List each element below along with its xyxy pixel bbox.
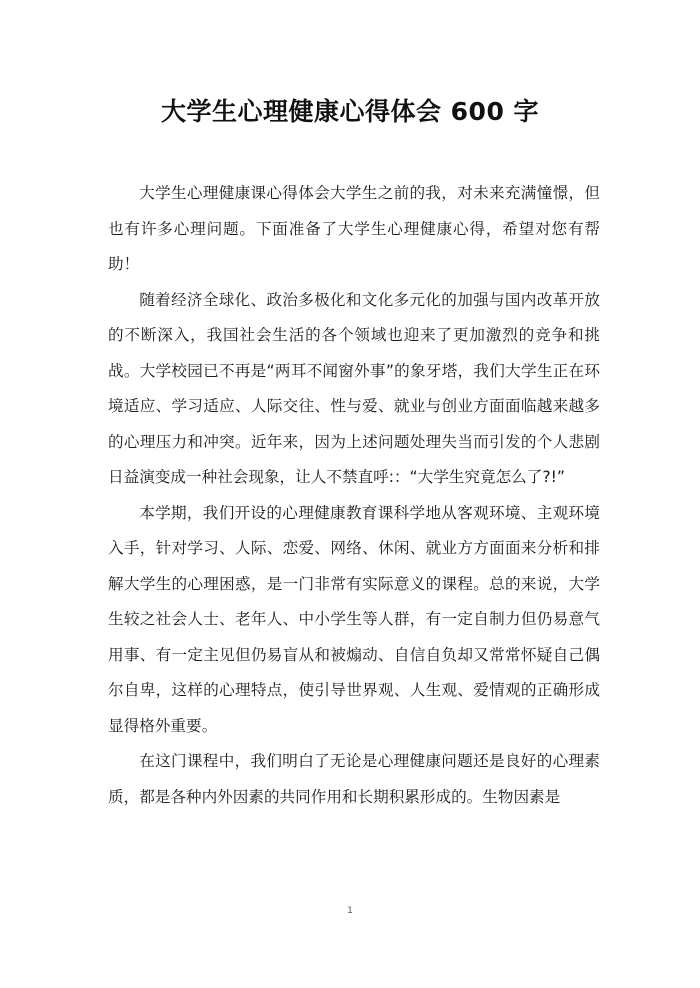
paragraph-background: 随着经济全球化、政治多极化和文化多元化的加强与国内改革开放的不断深入，我国社会生活的各个领域也迎来了更加激烈的竞争和挑战。大学校园已不再是“两耳不闻窗外事”的象牙塔，我们大学生正在环境适应、学习适应、人际交往、性与爱、就业与创业方面面临越来越多的心理压力和冲突。近年来，因为上述问题处理失当而引发的个人悲剧日益演变成一种社会现象，让人不禁直呼:：“大学生究竟怎么了?!”	[108, 290, 600, 486]
page-number: 1	[347, 906, 353, 916]
paragraph-course: 本学期，我们开设的心理健康教育课科学地从客观环境、主观环境入手，针对学习、人际、恋爱、网络、休闲、就业方方面面来分析和排解大学生的心理困惑，是一门非常有实际意义的课程。总的来说，大学生较之社会人士、老年人、中小学生等人群，有一定自制力但仍易意气用事、有一定主见但仍易盲从和被煽动、自信自负却又常常怀疑自己偶尔自卑，这样的心理特点，使引导世界观、人生观、爱情观的正确形成显得格外重要。	[108, 503, 600, 735]
paragraph-intro: 大学生心理健康课心得体会大学生之前的我，对未来充满憧憬，但也有许多心理问题。下面准备了大学生心理健康心得，希望对您有帮助！	[108, 184, 600, 273]
document-title: 大学生心理健康心得体会 600 字	[160, 97, 540, 126]
paragraph-factors: 在这门课程中，我们明白了无论是心理健康问题还是良好的心理素质，都是各种内外因素的共同作用和长期积累形成的。生物因素是	[108, 752, 600, 806]
document-body	[108, 176, 600, 815]
